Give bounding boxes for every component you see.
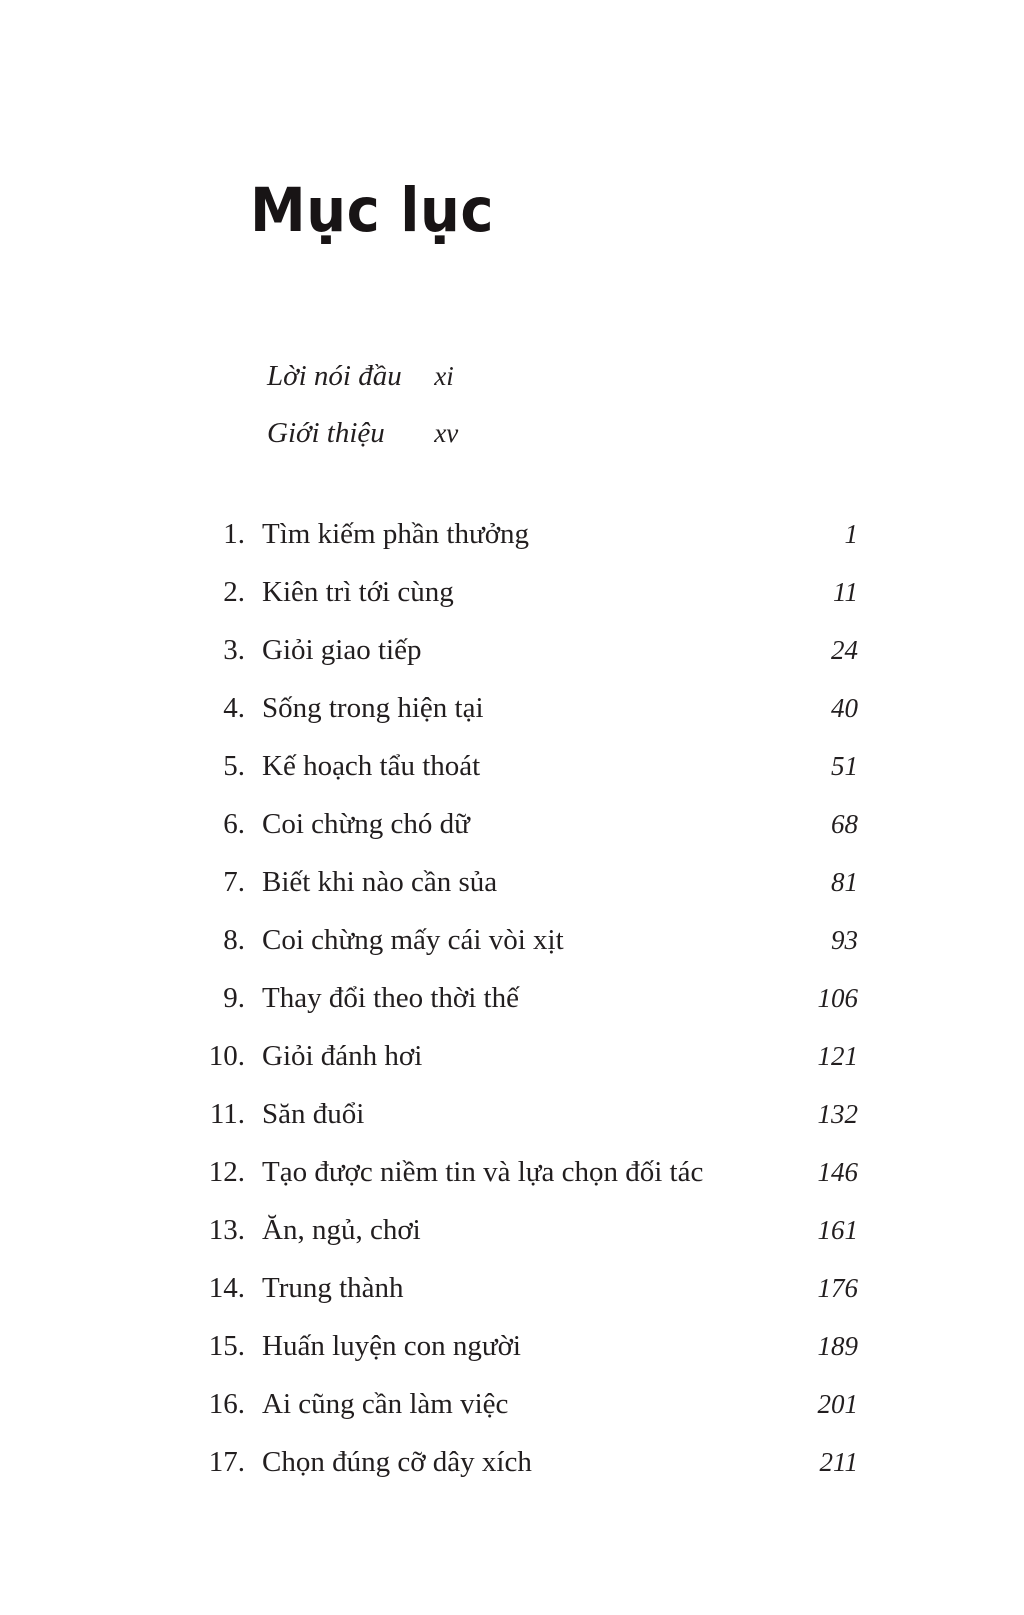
chapter-number: 11. <box>209 1098 245 1130</box>
chapter-title: Coi chừng chó dữ <box>262 808 470 840</box>
chapter-page-number: 161 <box>817 1215 858 1245</box>
chapter-page-number: 40 <box>831 693 858 723</box>
chapter-number: 13. <box>208 1214 245 1246</box>
chapter-number: 9. <box>223 982 245 1014</box>
toc-entry <box>203 969 858 1027</box>
chapter-title: Trung thành <box>262 1272 404 1304</box>
chapter-page-number: 106 <box>817 983 858 1013</box>
front-matter-title: Giới thiệu <box>267 417 385 449</box>
toc-entry <box>203 1259 858 1317</box>
chapter-title: Kế hoạch tẩu thoát <box>262 750 481 782</box>
chapter-page-number: 189 <box>817 1331 858 1361</box>
chapter-title: Giỏi đánh hơi <box>262 1040 423 1072</box>
chapter-title: Kiên trì tới cùng <box>262 576 454 608</box>
chapter-list <box>203 505 858 1491</box>
chapter-number: 10. <box>208 1040 245 1072</box>
chapter-page-number: 1 <box>844 519 858 549</box>
toc-entry <box>203 679 858 737</box>
toc-entry <box>203 621 858 679</box>
chapter-title: Chọn đúng cỡ dây xích <box>262 1446 532 1478</box>
chapter-number: 2. <box>223 576 245 608</box>
chapter-number: 14. <box>208 1272 245 1304</box>
chapter-page-number: 93 <box>831 925 858 955</box>
chapter-page-number: 132 <box>817 1099 858 1129</box>
chapter-number: 7. <box>223 866 245 898</box>
toc-entry <box>203 1027 858 1085</box>
chapter-number: 4. <box>223 692 245 724</box>
toc-entry <box>203 911 858 969</box>
chapter-title: Ăn, ngủ, chơi <box>262 1214 421 1246</box>
chapter-title: Săn đuổi <box>262 1098 365 1130</box>
toc-entry <box>203 737 858 795</box>
chapter-number: 3. <box>223 634 245 666</box>
chapter-page-number: 81 <box>831 867 858 897</box>
front-matter-page-number: xi <box>434 361 454 391</box>
chapter-title: Huấn luyện con người <box>262 1330 521 1362</box>
page-title: Mục lục <box>250 176 495 247</box>
front-matter-title: Lời nói đầu <box>267 360 402 392</box>
chapter-page-number: 211 <box>819 1447 858 1477</box>
chapter-title: Sống trong hiện tại <box>262 692 484 724</box>
front-matter-item <box>267 348 458 405</box>
chapter-page-number: 146 <box>817 1157 858 1187</box>
toc-entry <box>203 853 858 911</box>
chapter-title: Tạo được niềm tin và lựa chọn đối tác <box>262 1156 704 1188</box>
chapter-page-number: 176 <box>817 1273 858 1303</box>
chapter-title: Ai cũng cần làm việc <box>262 1388 509 1420</box>
chapter-page-number: 51 <box>831 751 858 781</box>
toc-entry <box>203 563 858 621</box>
toc-entry <box>203 1375 858 1433</box>
chapter-number: 5. <box>223 750 245 782</box>
chapter-number: 12. <box>208 1156 245 1188</box>
chapter-number: 15. <box>208 1330 245 1362</box>
toc-entry <box>203 1201 858 1259</box>
toc-entry <box>203 505 858 563</box>
chapter-page-number: 201 <box>817 1389 858 1419</box>
chapter-number: 1. <box>223 518 245 550</box>
chapter-number: 6. <box>223 808 245 840</box>
chapter-page-number: 121 <box>817 1041 858 1071</box>
chapter-number: 16. <box>208 1388 245 1420</box>
toc-entry <box>203 1143 858 1201</box>
chapter-page-number: 24 <box>831 635 858 665</box>
chapter-page-number: 68 <box>831 809 858 839</box>
toc-entry <box>203 1433 858 1491</box>
chapter-title: Coi chừng mấy cái vòi xịt <box>262 924 564 956</box>
toc-entry <box>203 1085 858 1143</box>
toc-entry <box>203 1317 858 1375</box>
chapter-title: Thay đổi theo thời thế <box>262 982 519 1014</box>
chapter-number: 17. <box>208 1446 245 1478</box>
chapter-title: Biết khi nào cần sủa <box>262 866 498 898</box>
front-matter-page-number: xv <box>434 418 459 448</box>
front-matter-item <box>267 405 458 462</box>
chapter-title: Giỏi giao tiếp <box>262 634 422 666</box>
toc-entry <box>203 795 858 853</box>
chapter-number: 8. <box>223 924 245 956</box>
front-matter-list <box>267 348 458 462</box>
chapter-title: Tìm kiếm phần thưởng <box>262 518 530 550</box>
chapter-page-number: 11 <box>833 577 858 607</box>
